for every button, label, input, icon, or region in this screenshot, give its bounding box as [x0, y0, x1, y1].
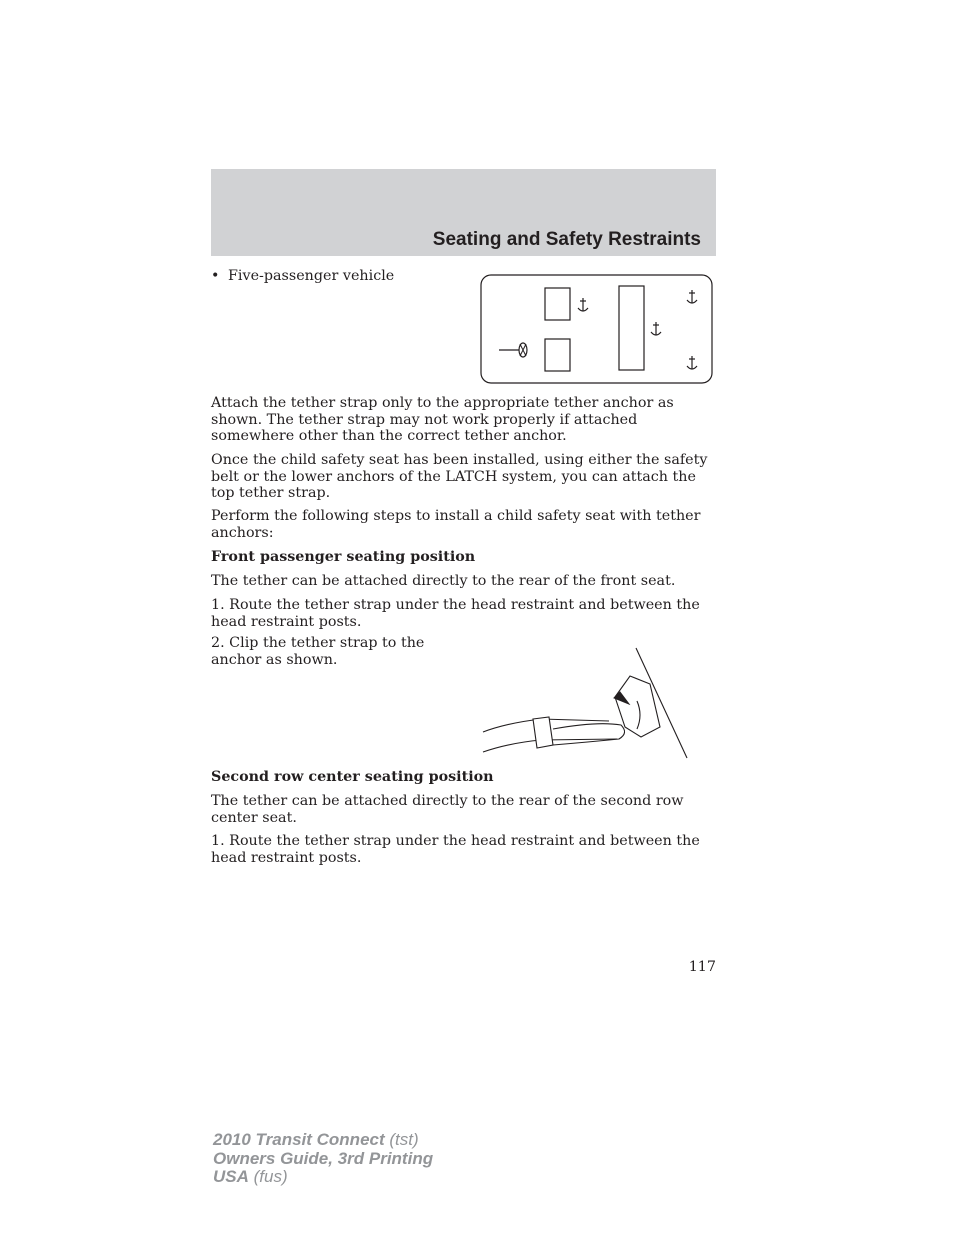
footer: [213, 1131, 433, 1187]
paragraph: Once the child safety seat has been installed, using either the safety belt or the lower anchors of the LATCH system, you can attach the top tether strap.: [211, 452, 708, 501]
footer-line-2: Owners Guide, 3rd Printing: [213, 1148, 434, 1168]
tether-strap-illustration: [479, 645, 691, 761]
paragraph: 2. Clip the tether strap to the anchor as shown.: [211, 635, 425, 668]
bullet-symbol: •: [211, 268, 220, 284]
paragraph: Perform the following steps to install a child safety seat with tether anchors:: [211, 508, 701, 541]
paragraph: 1. Route the tether strap under the head restraint and between the head restraint posts.: [211, 833, 700, 866]
tether-hook: [533, 717, 553, 748]
section-title: Seating and Safety Restraints: [432, 229, 701, 250]
anchor-icon: [578, 298, 588, 311]
bullet-item: [211, 268, 394, 285]
footer-model: 2010 Transit Connect: [213, 1130, 385, 1149]
footer-market: USA: [213, 1167, 249, 1186]
paragraph: The tether can be attached directly to the rear of the front seat.: [211, 573, 676, 589]
paragraph: The tether can be attached directly to the rear of the second row center seat.: [211, 793, 684, 826]
footer-model-code: (tst): [384, 1130, 419, 1149]
page-number: 117: [688, 959, 716, 975]
anchor-icon: [687, 290, 697, 303]
steering-wheel-icon: [499, 343, 527, 357]
subheading: Front passenger seating position: [211, 549, 476, 565]
footer-market-code: (fus): [248, 1167, 288, 1186]
anchor-icon: [687, 356, 697, 369]
paragraph: 1. Route the tether strap under the head restraint and between the head restraint posts.: [211, 597, 700, 630]
driver-seat: [545, 339, 570, 371]
anchor-icon: [651, 322, 661, 335]
subheading: Second row center seating position: [211, 769, 494, 785]
rear-bench-seat: [619, 286, 644, 370]
bullet-text: Five-passenger vehicle: [228, 268, 395, 284]
footer-line-1: [213, 1131, 433, 1150]
section-header-band: [211, 169, 716, 256]
vehicle-outline: [481, 275, 712, 383]
paragraph: Attach the tether strap only to the appropriate tether anchor as shown. The tether strap may not work properly if attached somewhere other than the correct tether anchor.: [211, 395, 674, 444]
front-passenger-seat: [545, 288, 570, 320]
seating-diagram: [479, 273, 714, 385]
footer-line-3: [213, 1168, 433, 1187]
